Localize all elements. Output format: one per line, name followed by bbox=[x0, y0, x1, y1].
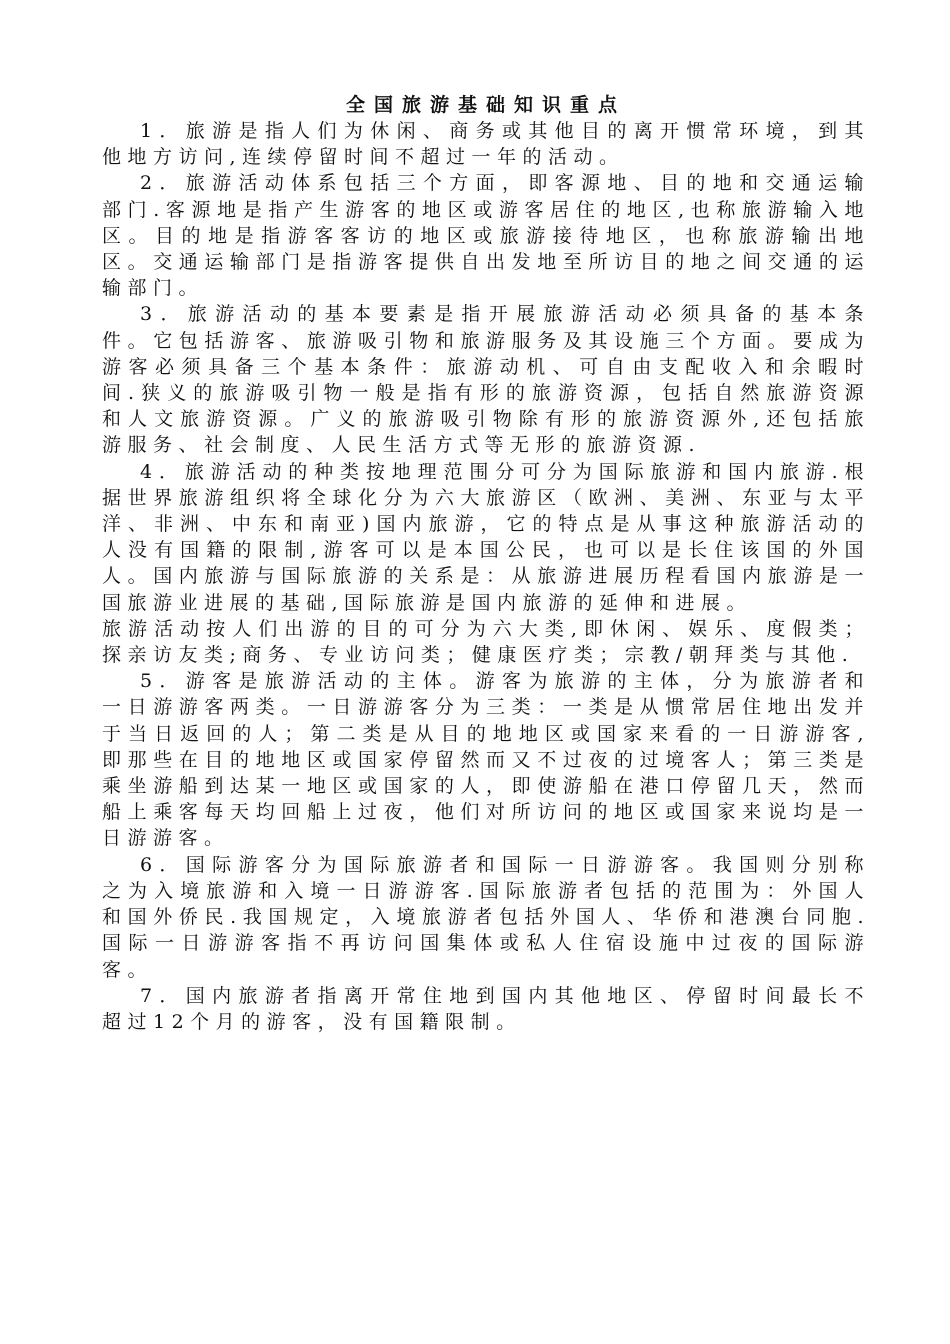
paragraph-1: 1．旅游是指人们为休闲、商务或其他目的离开惯常环境，到其他地方访问,连续停留时间不超过一年的活动。 bbox=[102, 120, 870, 169]
document-title: 全国旅游基础知识重点 bbox=[345, 94, 626, 116]
paragraph-6: 6．国际游客分为国际旅游者和国际一日游游客。我国则分别称之为入境旅游和入境一日游游客.国际旅游者包括的范围为：外国人和国外侨民.我国规定，入境旅游者包括外国人、华侨和港澳台同胞.国际一日游游客指不再访问国集体或私人住宿设施中过夜的国际游客。 bbox=[102, 853, 870, 981]
paragraph-7: 7．国内旅游者指离开常住地到国内其他地区、停留时间最长不超过12个月的游客，没有国籍限制。 bbox=[102, 984, 870, 1033]
paragraph-4-continuation: 旅游活动按人们出游的目的可分为六大类,即休闲、娱乐、度假类；探亲访友类;商务、专业访问类；健康医疗类；宗教/朝拜类与其他. bbox=[102, 617, 870, 667]
paragraph-5: 5．游客是旅游活动的主体。游客为旅游的主体，分为旅游者和一日游游客两类。一日游游客分为三类：一类是从惯常居住地出发并于当日返回的人；第二类是从目的地地区或国家来看的一日游游客,即那些在目的地地区或国家停留然而又不过夜的过境客人；第三类是乘坐游船到达某一地区或国家的人，即使游船在港口停留几天，然而船上乘客每天均回船上过夜，他们对所访问的地区或国家来说均是一日游游客。 bbox=[102, 670, 870, 850]
document-page bbox=[102, 92, 870, 1035]
paragraph-2: 2．旅游活动体系包括三个方面，即客源地、目的地和交通运输部门.客源地是指产生游客的地区或游客居住的地区,也称旅游输入地区。目的地是指游客客访的地区或旅游接待地区，也称旅游输出地区。交通运输部门是指游客提供自出发地至所访目的地之间交通的运输部门。 bbox=[102, 172, 870, 300]
paragraph-4: 4．旅游活动的种类按地理范围分可分为国际旅游和国内旅游.根据世界旅游组织将全球化分为六大旅游区（欧洲、美洲、东亚与太平洋、非洲、中东和南亚)国内旅游，它的特点是从事这种旅游活动的人没有国籍的限制,游客可以是本国公民，也可以是长住该国的外国人。国内旅游与国际旅游的关系是：从旅游进展历程看国内旅游是一国旅游业进展的基础,国际旅游是国内旅游的延伸和进展。 bbox=[102, 460, 870, 614]
paragraph-3: 3．旅游活动的基本要素是指开展旅游活动必须具备的基本条件。它包括游客、旅游吸引物和旅游服务及其设施三个方面。要成为游客必须具备三个基本条件：旅游动机、可自由支配收入和余暇时间.狭义的旅游吸引物一般是指有形的旅游资源，包括自然旅游资源和人文旅游资源。广义的旅游吸引物除有形的旅游资源外,还包括旅游服务、社会制度、人民生活方式等无形的旅游资源. bbox=[102, 303, 870, 457]
